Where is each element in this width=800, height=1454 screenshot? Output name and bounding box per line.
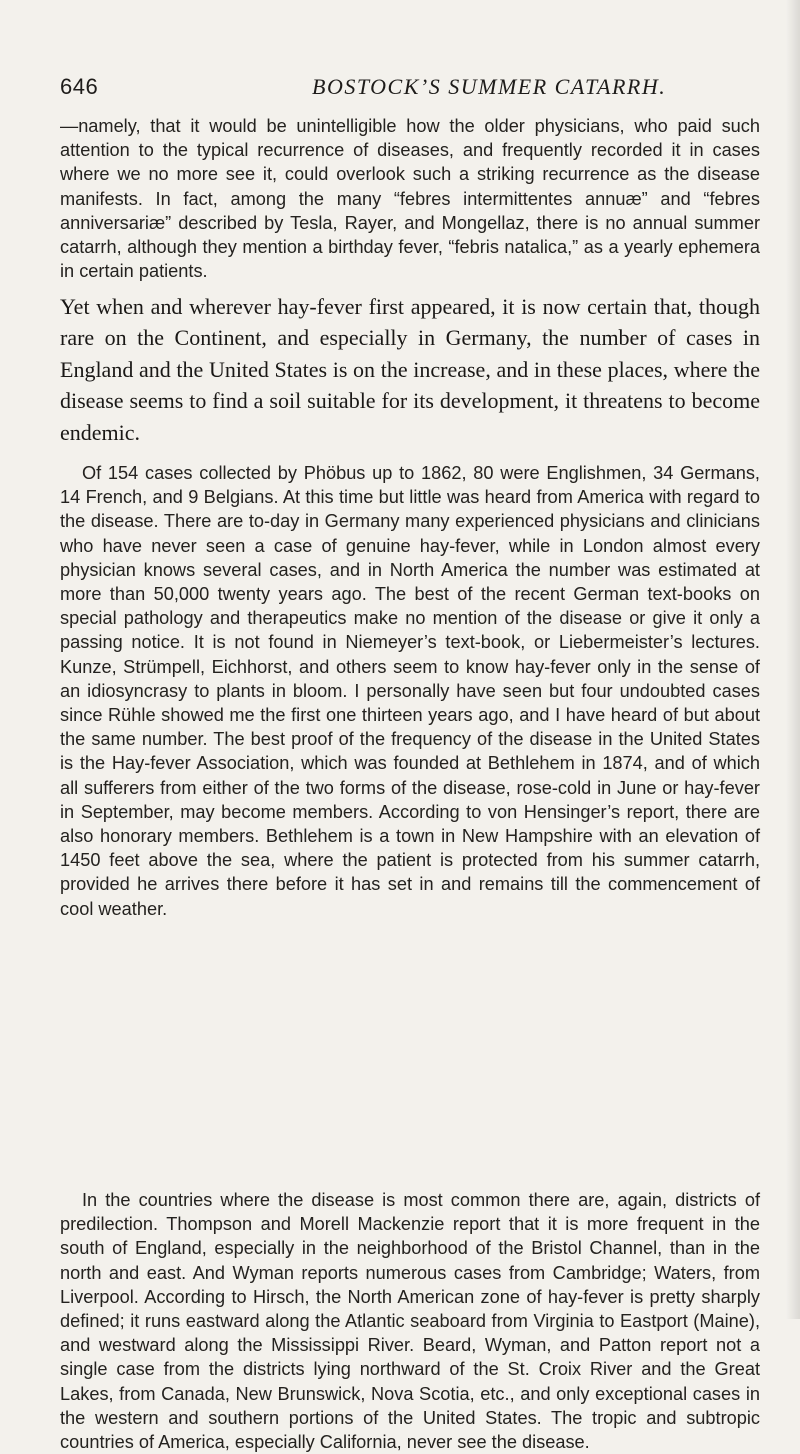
running-title: BOSTOCK’S SUMMER CATARRH. <box>312 74 667 99</box>
page-number: 646 <box>60 74 99 99</box>
paragraph-3: Of 154 cases collected by Phöbus up to 1862, 80 were Englishmen, 34 Germans, 14 French, and 9 Belgians. At this time but little was heard from America with regard to the disease. There are to-day in Germany many experienced physicians and clinicians who have never seen a case of genuine hay-fever, while in London almost every physician knows several cases, and in North America the number was estimated at more than 50,000 twenty years ago. The best of the recent German text-books on special pathology and therapeutics make no mention of the disease or give it only a passing notice. It is not found in Niemeyer’s text-book, or Liebermeister’s lectures. Kunze, Strümpell, Eichhorst, and others seem to know hay-fever only in the sense of an idiosyncrasy to plants in bloom. I personally have seen but four undoubted cases since Rühle showed me the first one thirteen years ago, and I have heard of but about the same number. The best proof of the frequency of the disease in the United States is the Hay-fever Association, which was founded at Bethlehem in 1874, and of which all sufferers from either of the two forms of the disease, rose-cold in June or hay-fever in September, may become members. According to von Hensinger’s report, there are also honorary members. Bethlehem is a town in New Hampshire with an elevation of 1450 feet above the sea, where the patient is protected from his summer catarrh, provided he arrives there before it has set in and remains till the commencement of cool weather. <box>60 463 760 919</box>
paragraph-4: In the countries where the disease is most common there are, again, districts of predilection. Thompson and Morell Mackenzie report that it is more frequent in the south of England, especially in the neighborhood of the Bristol Channel, than in the north and east. And Wyman reports numerous cases from Cambridge; Waters, from Liverpool. According to Hirsch, the North American zone of hay-fever is pretty sharply defined; it runs eastward along the Atlantic seaboard from Virginia to Eastport (Maine), and westward along the Mississippi River. Beard, Wyman, and Patton report not a single case from the districts lying northward of the St. Croix River and the Great Lakes, from Canada, New Brunswick, Nova Scotia, etc., and only exceptional cases in the western and southern portions of the United States. The tropic and subtropic countries of America, especially California, never see the disease. <box>60 1190 760 1453</box>
page-header <box>60 74 760 104</box>
page-edge-shadow <box>786 0 800 1319</box>
paragraph-2-large-type: Yet when and wherever hay-fever first appeared, it is now certain that, though rare on the Continent, and especially in Germany, the number of cases in England and the United States is on the increase, and in these places, where the disease seems to find a soil suitable for its development, it threatens to become endemic. <box>60 294 760 445</box>
paragraph-1: —namely, that it would be unintelligible how the older physicians, who paid such attention to the typical recurrence of diseases, and frequently recorded it in cases where we no more see it, could overlook such a striking recurrence as the disease manifests. In fact, among the many “febres intermittentes annuæ” and “febres anniversariæ” described by Tesla, Rayer, and Mongellaz, there is no annual summer catarrh, although they mention a birthday fever, “febris natalica,” as a yearly ephemera in certain patients. <box>60 116 760 282</box>
